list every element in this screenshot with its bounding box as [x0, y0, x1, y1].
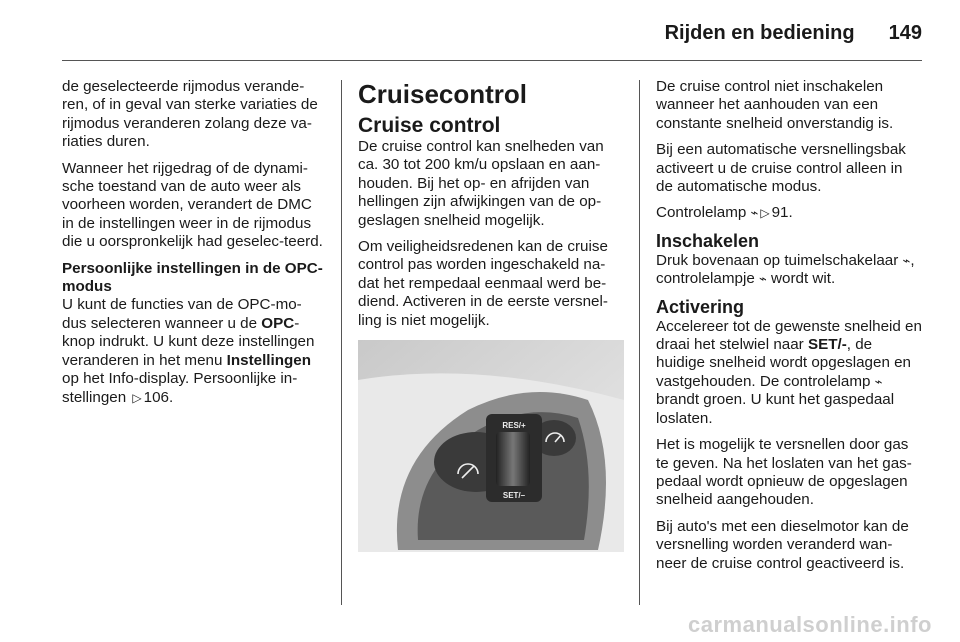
set-minus-label: SET/–	[502, 491, 526, 500]
opc-label: OPC	[261, 314, 295, 332]
column-divider-1	[341, 80, 342, 605]
column-divider-2	[639, 80, 640, 605]
paragraph: Om veiligheidsredenen kan de cruise control pas worden ingeschakeld na-dat het rempedaal eenmaal werd be-diend. Activeren in de eerste versnel-ling is niet mogelijk.	[358, 238, 608, 329]
paragraph: Wanneer het rijgedrag of de dynami-sche toestand van de auto weer als voorheen worden, verandert de DMC in de instellingen weer in de rijmodus die u oorspronkelijk had geselec-teerd.	[62, 159, 323, 251]
paragraph: De cruise control niet inschakelen wanneer het aanhouden van een constante snelheid onverstandig is.	[656, 78, 894, 132]
paragraph: Bij auto's met een dieselmotor kan de versnelling worden veranderd wan-neer de cruise control geactiveerd is.	[656, 517, 909, 572]
section-title: Rijden en bediening	[664, 21, 855, 44]
subsection-heading: Cruise control	[358, 114, 501, 137]
paragraph: U kunt de functies van de OPC-mo-dus selecteren wanneer u de OPC-knop indrukt. U kunt deze instellingen veranderen in het menu Instellingen op het Info-display. Persoonlijke in-stellingen ▷ 106.	[62, 296, 324, 406]
page-number: 149	[888, 21, 922, 44]
paragraph: Accelereer tot de gewenste snelheid en draai het stelwiel naar SET/-, de huidige snelheid wordt opgeslagen en vastgehouden. De controlelamp ⌁ brandt groen. U kunt het gaspedaal loslaten.	[656, 317, 922, 427]
column-2	[358, 78, 624, 338]
paragraph: De cruise control kan snelheden van ca. 30 tot 200 km/u opslaan en aan-houden. Bij het op- en afrijden van hellingen zijn afwijkingen van de op-geslagen snelheid mogelijk.	[358, 138, 604, 229]
cruise-control-lamp-icon: ⌁	[902, 252, 911, 268]
set-label: SET/-	[807, 336, 847, 354]
paragraph: Het is mogelijk te versnellen door gas te geven. Na het loslaten van het gas-pedaal wordt opnieuw de opgeslagen snelheid aangehouden.	[656, 436, 912, 509]
settings-menu-label: Instellingen	[226, 351, 312, 369]
column-3	[656, 78, 922, 581]
steering-wheel-controls-image	[358, 340, 624, 552]
page-reference[interactable]: ▷ 106.	[130, 389, 173, 406]
paragraph: Druk bovenaan op tuimelschakelaar ⌁, controlelampje ⌁ wordt wit.	[656, 251, 915, 288]
cruise-control-lamp-icon: ⌁	[759, 271, 767, 287]
cruise-control-lamp-icon: ⌁	[750, 205, 759, 221]
paragraph: Controlelamp ⌁▷ 91.	[656, 204, 922, 222]
header-rule	[62, 60, 922, 61]
section-heading: Cruisecontrol	[358, 79, 528, 109]
subheading: Inschakelen	[656, 230, 760, 251]
page-reference[interactable]: ▷ 91.	[758, 204, 792, 221]
paragraph: de geselecteerde rijmodus verande-ren, of in geval van sterke variaties de rijmodus veranderen zolang deze va-riaties duren.	[62, 78, 318, 151]
cruise-control-lamp-icon: ⌁	[874, 373, 883, 389]
column-1	[62, 78, 324, 415]
subheading: Persoonlijke instellingen in de OPC-modus	[62, 259, 323, 296]
paragraph: Bij een automatische versnellingsbak activeert u de cruise control alleen in de automatische modus.	[656, 141, 906, 196]
page-header	[665, 14, 922, 52]
watermark: carmanualsonline.info	[688, 612, 932, 637]
res-plus-label: RES/+	[502, 421, 526, 430]
subheading: Activering	[656, 296, 745, 317]
